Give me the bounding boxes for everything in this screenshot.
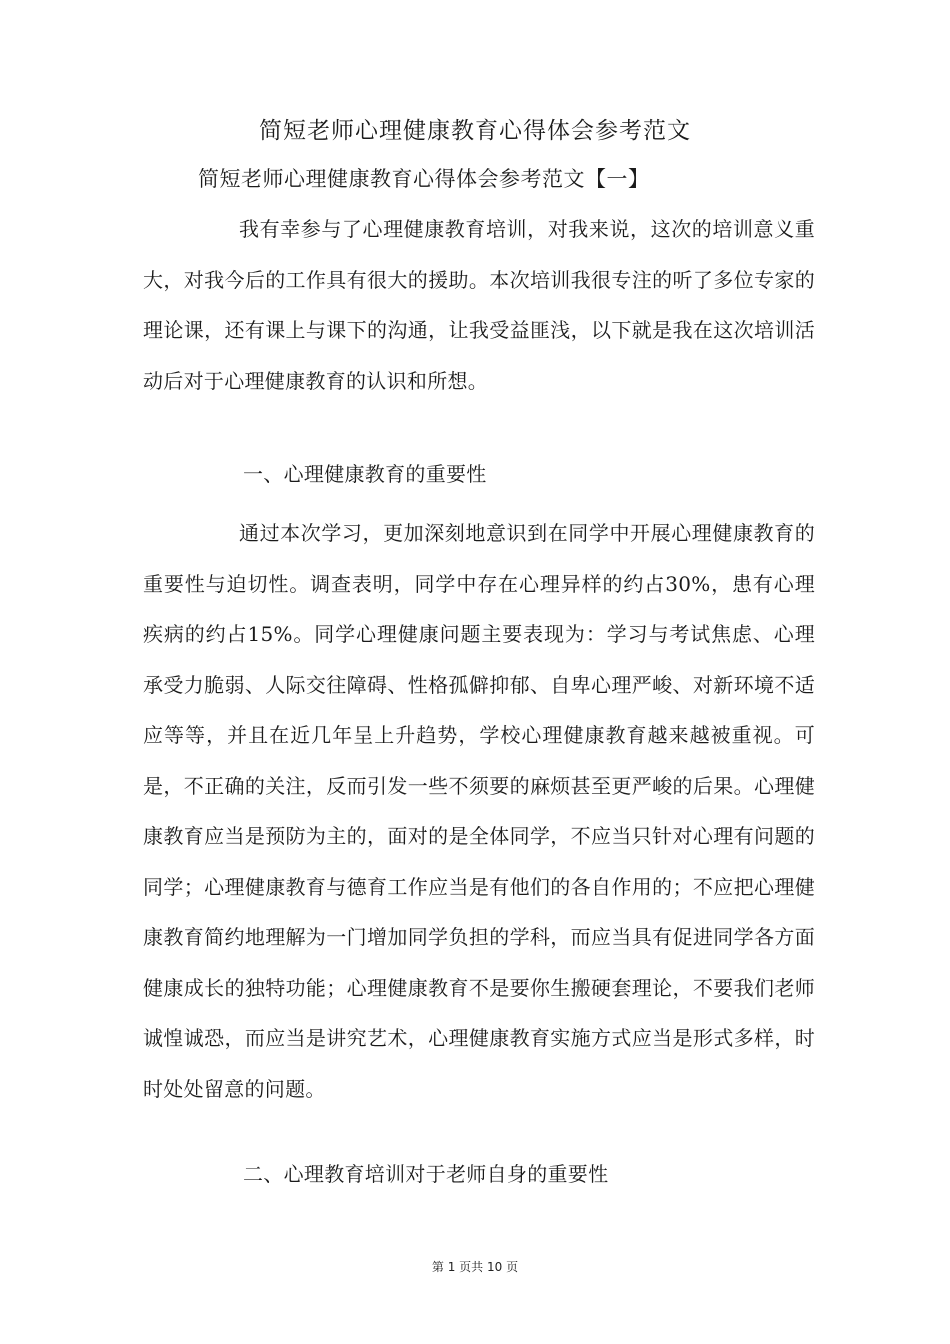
document-title: 简短老师心理健康教育心得体会参考范文 — [259, 118, 691, 144]
paragraph-importance: 通过本次学习，更加深刻地意识到在同学中开展心理健康教育的重要性与迫切性。调查表明，同学中存在心理异样的约占30%，患有心理疾病的约占15%。同学心理健康问题主要表现为：学习与考试焦虑、心理承受力脆弱、人际交往障碍、性格孤僻抑郁、自卑心理严峻、对新环境不适应等等，并且在近几年呈上升趋势，学校心理健康教育越来越被重视。可是，不正确的关注，反而引发一些不须要的麻烦甚至更严峻的后果。心理健康教育应当是预防为主的，面对的是全体同学，不应当只针对心理有问题的同学；心理健康教育与德育工作应当是有他们的各自作用的；不应把心理健康教育简约地理解为一门增加同学负担的学科，而应当具有促进同学各方面健康成长的独特功能；心理健康教育不是要你生搬硬套理论，不要我们老师诚惶诚恐，而应当是讲究艺术，心理健康教育实施方式应当是形式多样，时时处处留意的问题。 — [143, 521, 815, 1101]
page-number-footer: 第 1 页共 10 页 — [431, 1260, 519, 1274]
section-heading-2: 二、心理教育培训对于老师自身的重要性 — [243, 1162, 609, 1186]
section-heading-1: 一、心理健康教育的重要性 — [243, 462, 487, 486]
paragraph-intro: 我有幸参与了心理健康教育培训，对我来说，这次的培训意义重大，对我今后的工作具有很大的援助。本次培训我很专注的听了多位专家的理论课，还有课上与课下的沟通，让我受益匪浅，以下就是我在这次培训活动后对于心理健康教育的认识和所想。 — [143, 217, 815, 393]
document-subtitle: 简短老师心理健康教育心得体会参考范文【一】 — [198, 167, 650, 191]
